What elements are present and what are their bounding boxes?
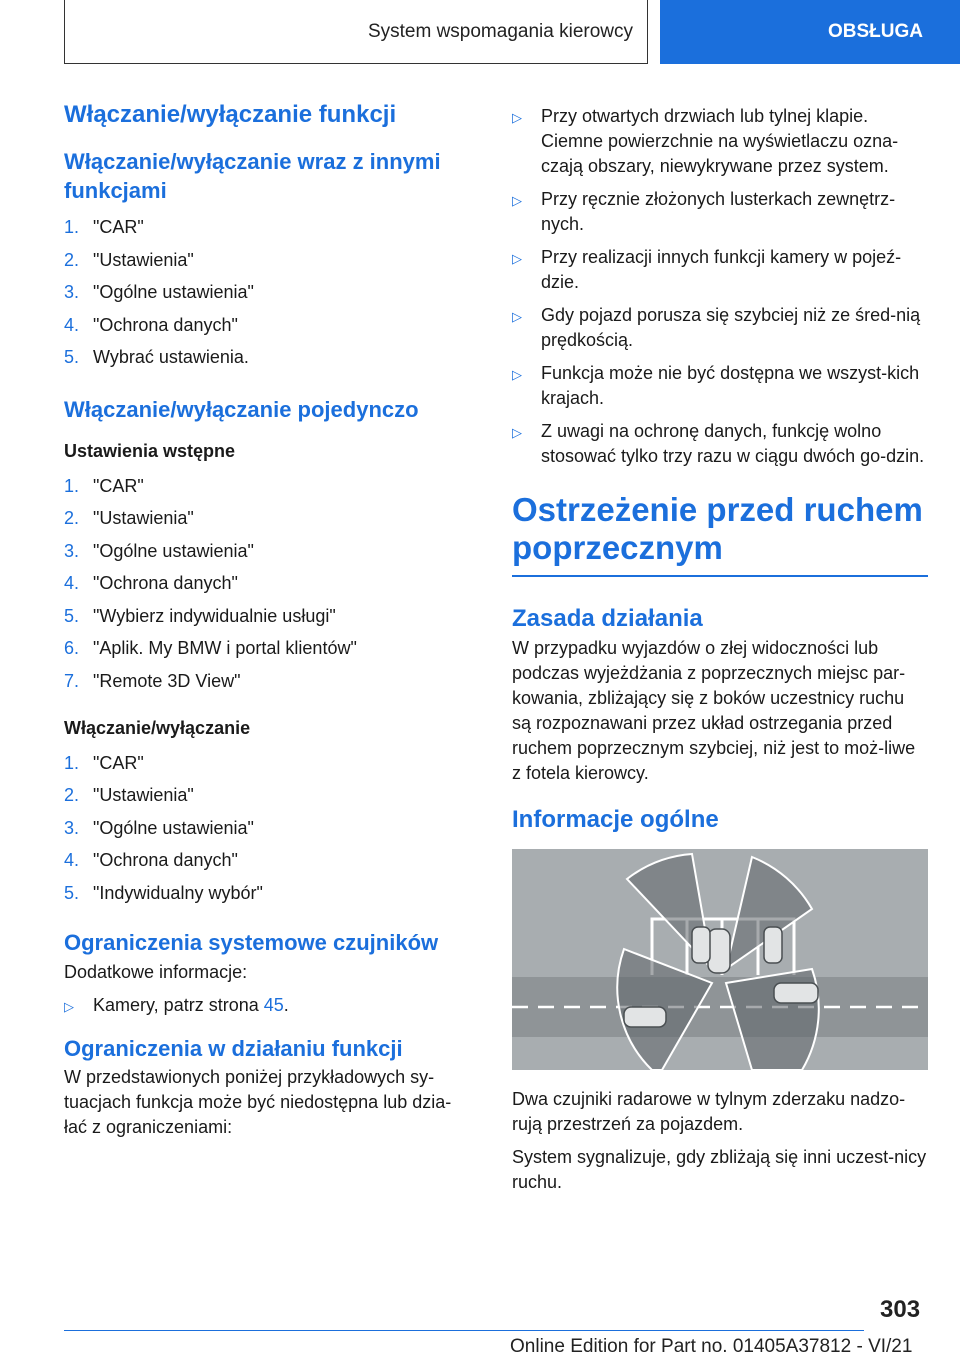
principle-paragraph: W przypadku wyjazdów o złej widoczności lub podczas wyjeżdżania z poprzecznych miejsc par-kowania, zbliżający się z boków uczestnicy ruchu są rozpoznawani przez układ ostrzegania przed ruchem poprzecznym szybciej, niż jest to moż-liwe z fotela kierowcy. — [512, 638, 916, 784]
left-column — [64, 100, 474, 1148]
step-number: 2. — [64, 508, 80, 529]
steps-list-c — [64, 747, 474, 910]
heading-principle: Zasada działania — [512, 604, 703, 632]
list-item — [512, 104, 928, 179]
step-number: 3. — [64, 282, 80, 303]
step-text: "CAR" — [93, 475, 144, 496]
triangle-right-icon: ▷ — [512, 110, 522, 125]
limitations-bullet-list — [512, 104, 928, 469]
list-item — [64, 747, 474, 780]
step-text: "Ochrona danych" — [93, 573, 238, 594]
footer-edition: Online Edition for Part no. 01405A37812 - VI/21 — [510, 1336, 913, 1357]
section-divider — [512, 575, 928, 577]
camera-bullet-list — [64, 993, 474, 1019]
list-item — [64, 567, 474, 600]
list-item — [64, 779, 474, 812]
step-text: "Ustawienia" — [93, 785, 194, 806]
list-item — [64, 665, 474, 698]
step-number: 7. — [64, 670, 80, 691]
step-text: Wybrać ustawienia. — [93, 347, 249, 368]
list-item — [64, 600, 474, 633]
chapter-tab[interactable]: OBSŁUGA — [660, 0, 960, 64]
step-text: "Wybierz indywidualnie usługi" — [93, 605, 336, 626]
triangle-right-icon: ▷ — [512, 367, 522, 382]
step-number: 3. — [64, 540, 80, 561]
steps-list-a — [64, 211, 474, 374]
bullet-text: Z uwagi na ochronę danych, funkcję wolno stosować tylko trzy razu w ciągu dwóch go-dzin. — [541, 421, 925, 466]
list-item — [64, 632, 474, 665]
caption-sensors: Dwa czujniki radarowe w tylnym zderzaku nadzo-rują przestrzeń za pojazdem. — [512, 1089, 906, 1135]
step-text: "Ustawienia" — [93, 508, 194, 529]
radar-illustration — [512, 849, 928, 1070]
step-number: 1. — [64, 752, 80, 773]
step-text: "Ustawienia" — [93, 249, 194, 270]
heading-enable-disable: Włączanie/wyłączanie funkcji — [64, 101, 397, 128]
bullet-text: Przy realizacji innych funkcji kamery w pojeź-dzie. — [541, 247, 902, 292]
triangle-right-icon: ▷ — [512, 193, 522, 208]
section-title: System wspomagania kierowcy — [64, 0, 648, 64]
triangle-right-icon: ▷ — [64, 998, 74, 1014]
extra-info-text: Dodatkowe informacje: — [64, 961, 248, 982]
heading-individually: Włączanie/wyłączanie pojedynczo — [64, 396, 419, 422]
bullet-text: Przy otwartych drzwiach lub tylnej klapie. Ciemne powierzchnie na wyświetlaczu ozna-czają obszary, niewykrywane przez system. — [541, 106, 899, 176]
list-item — [64, 309, 474, 342]
bullet-text: Funkcja może nie być dostępna we wszyst-kich krajach. — [541, 363, 920, 408]
heading-presettings: Ustawienia wstępne — [64, 441, 236, 462]
heading-toggle: Włączanie/wyłączanie — [64, 718, 251, 739]
bullet-text: Przy ręcznie złożonych lusterkach zewnętrz-nych. — [541, 189, 896, 234]
page-number: 303 — [880, 1296, 921, 1323]
step-number: 3. — [64, 817, 80, 838]
heading-function-limits: Ograniczenia w działaniu funkcji — [64, 1035, 403, 1061]
bullet-text: Gdy pojazd porusza się szybciej niż ze śred-nią prędkością. — [541, 305, 921, 350]
step-number: 2. — [64, 249, 80, 270]
step-text: "Ochrona danych" — [93, 850, 238, 871]
step-number: 5. — [64, 882, 80, 903]
heading-general-info: Informacje ogólne — [512, 806, 719, 834]
list-item — [64, 211, 474, 244]
triangle-right-icon: ▷ — [512, 251, 522, 266]
step-number: 5. — [64, 605, 80, 626]
page-header — [0, 0, 960, 66]
step-text: "Ochrona danych" — [93, 314, 238, 335]
limits-paragraph: W przedstawionych poniżej przykładowych sy-tuacjach funkcja może być niedostępna lub dzia-łać z ograniczeniami: — [64, 1067, 452, 1138]
step-number: 4. — [64, 573, 80, 594]
step-number: 4. — [64, 850, 80, 871]
list-item — [512, 303, 928, 353]
step-text: "Remote 3D View" — [93, 670, 241, 691]
list-item — [64, 812, 474, 845]
caption-signal: System sygnalizuje, gdy zbliżają się inni uczest-nicy ruchu. — [512, 1147, 927, 1193]
step-text: "CAR" — [93, 217, 144, 238]
triangle-right-icon: ▷ — [512, 425, 522, 440]
right-column — [512, 104, 928, 1203]
heading-sensor-limits: Ograniczenia systemowe czujników — [64, 930, 439, 956]
list-item — [64, 535, 474, 568]
section-title-cross-traffic: Ostrzeżenie przed ruchem poprzecznym — [512, 491, 923, 566]
step-number: 1. — [64, 217, 80, 238]
list-item — [64, 844, 474, 877]
step-number: 5. — [64, 347, 80, 368]
step-text: "Ogólne ustawienia" — [93, 817, 254, 838]
list-item — [64, 502, 474, 535]
list-item — [512, 419, 928, 469]
steps-list-b — [64, 470, 474, 698]
list-item — [512, 245, 928, 295]
step-text: "CAR" — [93, 752, 144, 773]
list-item — [64, 244, 474, 277]
list-item — [64, 276, 474, 309]
list-item: ▷ Kamery, patrz strona 45. — [64, 993, 474, 1019]
step-text: "Ogólne ustawienia" — [93, 540, 254, 561]
page-link-45[interactable]: 45 — [263, 994, 284, 1015]
list-item — [64, 341, 474, 374]
step-number: 6. — [64, 638, 80, 659]
step-number: 1. — [64, 475, 80, 496]
footer-divider — [64, 1330, 864, 1331]
list-item — [64, 877, 474, 910]
list-item — [512, 361, 928, 411]
list-item — [64, 470, 474, 503]
step-text: "Ogólne ustawienia" — [93, 282, 254, 303]
triangle-right-icon: ▷ — [512, 309, 522, 324]
step-number: 2. — [64, 785, 80, 806]
list-item — [512, 187, 928, 237]
heading-with-other-functions: Włączanie/wyłączanie wraz z innymi funkcjami — [64, 149, 441, 203]
step-text: "Indywidualny wybór" — [93, 882, 263, 903]
step-number: 4. — [64, 314, 80, 335]
step-text: "Aplik. My BMW i portal klientów" — [93, 638, 357, 659]
